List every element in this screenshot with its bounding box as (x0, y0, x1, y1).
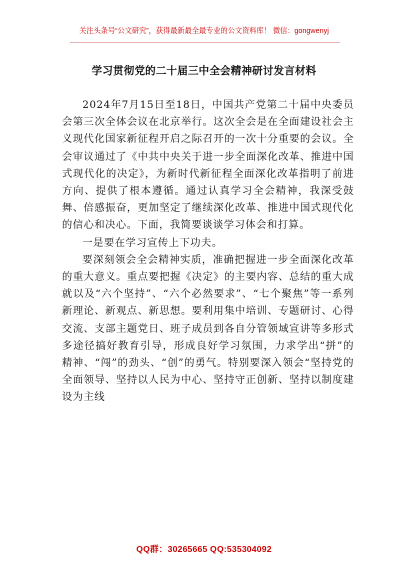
document-title: 学习贯彻党的二十届三中全会精神研讨发言材料 (91, 65, 317, 77)
footer-contact: QQ群：30265665 QQ:535304092 (136, 544, 272, 554)
paragraph-point-one-heading: 一是要在学习宣传上下功夫。 (82, 237, 223, 249)
document-body (62, 97, 354, 407)
header-divider (70, 42, 340, 43)
paragraph-intro: 2024年7月15日至18日，中国共产党第二十届中央委员会第三次全体会议在北京举行。这次全会是在全面建设社会主义现代化国家新征程开启之际召开的一次十分重要的会议。全会审议通过了《中共中央关于进一步全面深化改革、推进中国式现代化的决定》，为新时代新征程全面深化改革指明了前进方向、提供了根本遵循。通过认真学习全会精神，我深受鼓舞、倍感振奋，更加坚定了继续深化改革、推进中国式现代化的信心和决心。下面，我简要谈谈学习体会和打算。 (62, 100, 354, 232)
header-banner: 关注头条号“公文研究”，获得最新最全最专业的公文资料库！ 微信：gongwenyj (79, 26, 329, 35)
paragraph-point-one-body: 要深刻领会全会精神实质，准确把握进一步全面深化改革的重大意义。重点要把握《决定》的主要内容、总结的重大成就以及“六个坚持”、“六个必然要求”、“七个聚焦”等一系列新理论、新观点、新思想。要利用集中培训、专题研讨、心得交流、支部主题党日、班子成员到各自分管领域宣讲等多形式多途径搞好教育引导，形成良好学习氛围，力求学出“拼”的精神、“闯”的劲头、“创”的勇气。特别要深入领会“坚持党的全面领导、坚持以人民为中心、坚持守正创新、坚持以制度建设为主线 (62, 254, 354, 404)
